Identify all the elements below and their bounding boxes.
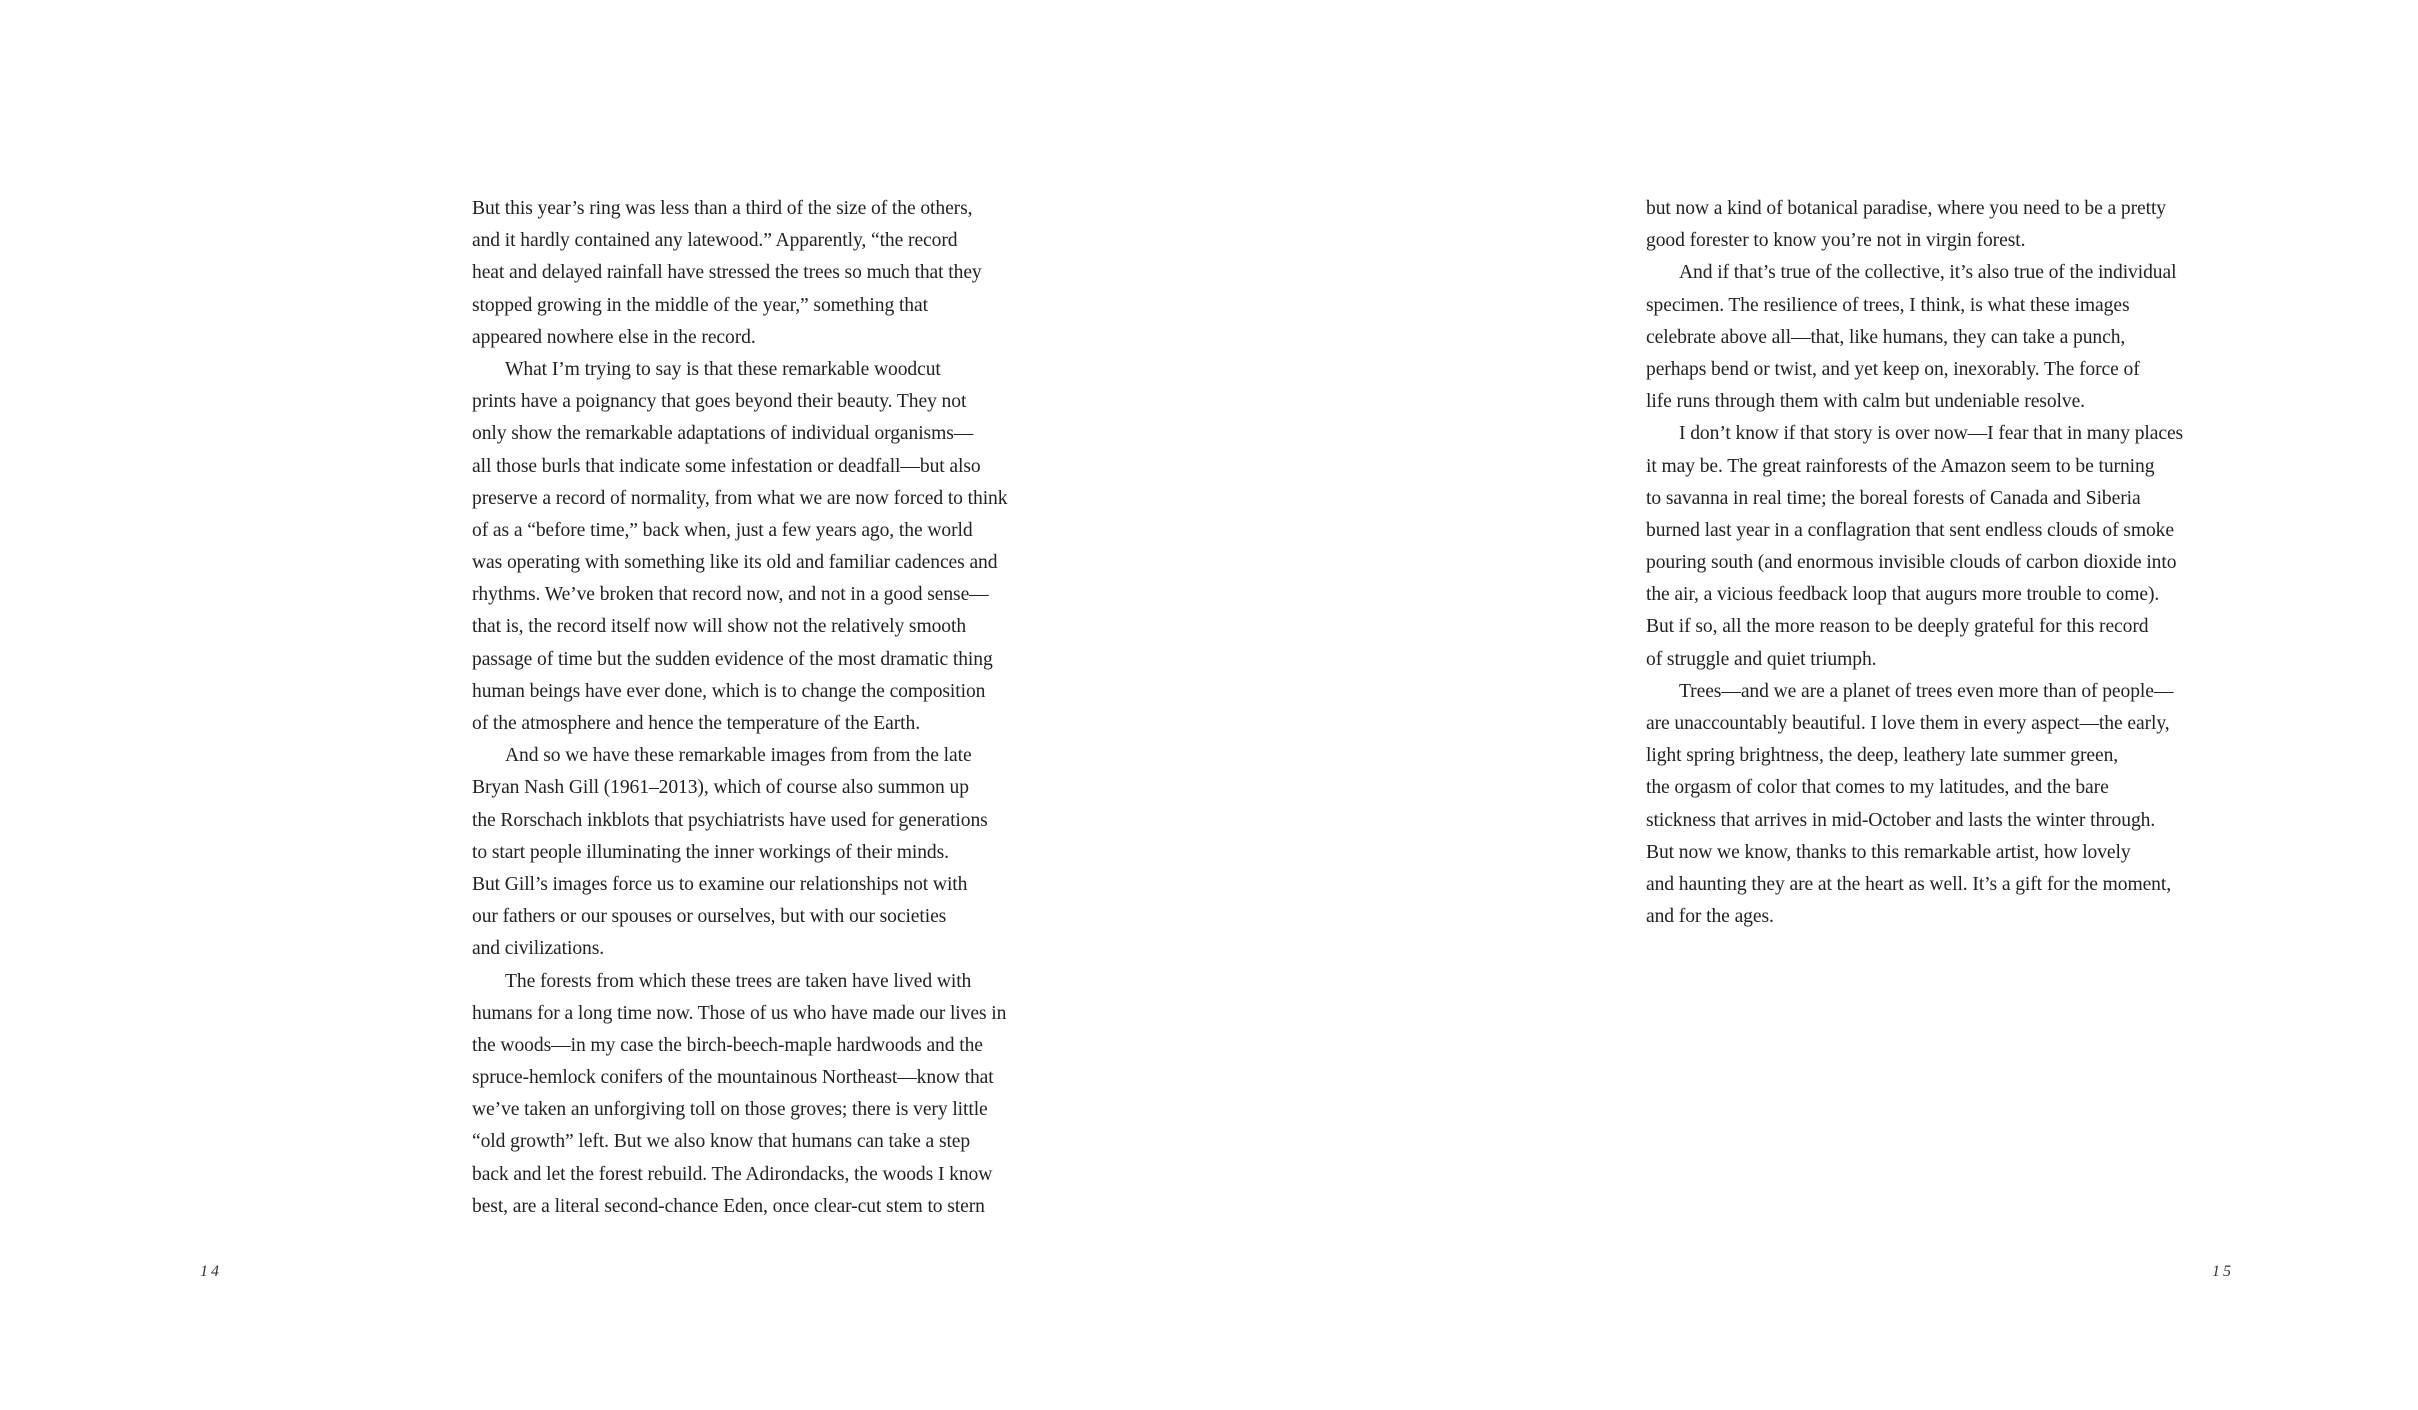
text-line: But Gill’s images force us to examine our relationships not with [472,873,968,895]
text-line: perhaps bend or twist, and yet keep on, inexorably. The force of [1646,358,2140,380]
text-line: pouring south (and enormous invisible clouds of carbon dioxide into [1646,552,2177,574]
text-line: rhythms. We’ve broken that record now, and not in a good sense— [472,584,989,606]
text-line: we’ve taken an unforgiving toll on those groves; there is very little [472,1099,988,1121]
text-line: it may be. The great rainforests of the Amazon seem to be turning [1646,455,2155,477]
text-line: and for the ages. [1646,906,1774,928]
text-line: to start people illuminating the inner workings of their minds. [472,841,949,863]
text-line: stickness that arrives in mid-October and lasts the winter through. [1646,809,2156,831]
text-line: only show the remarkable adaptations of individual organisms— [472,423,974,445]
page-number: 15 [2212,1263,2234,1280]
text-line: stopped growing in the middle of the year,” something that [472,294,928,316]
text-line: passage of time but the sudden evidence of the most dramatic thing [472,648,993,670]
page-number: 14 [200,1263,222,1280]
text-line: human beings have ever done, which is to change the composition [472,680,986,702]
text-line: burned last year in a conflagration that sent endless clouds of smoke [1646,519,2174,541]
text-line: the Rorschach inkblots that psychiatrists have used for generations [472,809,988,831]
text-line: “old growth” left. But we also know that humans can take a step [472,1131,971,1153]
text-line: specimen. The resilience of trees, I think, is what these images [1646,294,2130,316]
text-line: of as a “before time,” back when, just a few years ago, the world [472,519,973,541]
text-line: and haunting they are at the heart as well. It’s a gift for the moment, [1646,873,2172,895]
text-line: heat and delayed rainfall have stressed the trees so much that they [472,262,982,284]
text-line: and civilizations. [472,938,605,960]
text-line: But if so, all the more reason to be deeply grateful for this record [1646,616,2149,638]
paragraph-start-line: What I’m trying to say is that these remarkable woodcut [505,358,941,380]
text-line: of the atmosphere and hence the temperature of the Earth. [472,713,921,734]
text-line: that is, the record itself now will show not the relatively smooth [472,616,967,638]
text-line: humans for a long time now. Those of us who have made our lives in [472,1002,1007,1024]
text-line: to savanna in real time; the boreal forests of Canada and Siberia [1646,487,2141,509]
text-line: all those burls that indicate some infestation or deadfall—but also [472,455,981,477]
text-line: good forester to know you’re not in virgin forest. [1646,230,2026,252]
text-line: was operating with something like its old and familiar cadences and [472,552,998,574]
text-line: light spring brightness, the deep, leathery late summer green, [1646,745,2119,767]
text-line: But this year’s ring was less than a third of the size of the others, [472,198,973,219]
text-line: best, are a literal second-chance Eden, once clear-cut stem to stern [472,1195,985,1217]
paragraph-start-line: I don’t know if that story is over now—I fear that in many places [1679,423,2184,445]
text-line: back and let the forest rebuild. The Adirondacks, the woods I know [472,1163,993,1185]
paragraph-start-line: Trees—and we are a planet of trees even more than of people— [1679,680,2174,702]
text-line: life runs through them with calm but undeniable resolve. [1646,391,2085,413]
text-line: prints have a poignancy that goes beyond their beauty. They not [472,391,967,413]
text-line: the woods—in my case the birch-beech-maple hardwoods and the [472,1034,983,1056]
text-line: the orgasm of color that comes to my latitudes, and the bare [1646,777,2109,799]
right-page [1209,0,2418,1410]
text-line: But now we know, thanks to this remarkable artist, how lovely [1646,841,2131,863]
text-line: appeared nowhere else in the record. [472,326,756,348]
text-line: but now a kind of botanical paradise, where you need to be a pretty [1646,198,2166,219]
paragraph-start-line: And if that’s true of the collective, it’s also true of the individual [1679,262,2177,284]
text-line: preserve a record of normality, from what we are now forced to think [472,487,1008,509]
text-line: spruce-hemlock conifers of the mountainous Northeast—know that [472,1067,994,1089]
text-line: of struggle and quiet triumph. [1646,648,1877,670]
text-line: are unaccountably beautiful. I love them in every aspect—the early, [1646,713,2170,734]
left-text-column [472,193,1007,1223]
paragraph-start-line: And so we have these remarkable images from from the late [505,745,972,767]
text-line: and it hardly contained any latewood.” Apparently, “the record [472,230,958,252]
text-line: the air, a vicious feedback loop that augurs more trouble to come). [1646,584,2160,606]
right-text-column [1646,193,2183,933]
text-line: Bryan Nash Gill (1961–2013), which of course also summon up [472,777,969,799]
text-line: celebrate above all—that, like humans, they can take a punch, [1646,326,2126,348]
paragraph-start-line: The forests from which these trees are taken have lived with [505,970,972,992]
text-line: our fathers or our spouses or ourselves, but with our societies [472,906,947,928]
